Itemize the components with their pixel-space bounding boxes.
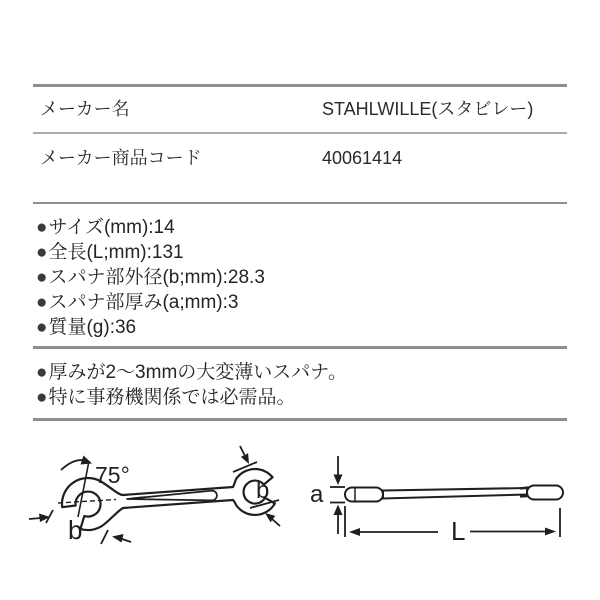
bullet-icon: ● bbox=[36, 387, 48, 408]
spec-item-weight bbox=[36, 315, 265, 340]
dimension-tick bbox=[101, 530, 108, 544]
spec-item-text: スパナ部外径(b;mm):28.3 bbox=[48, 267, 265, 288]
spec-item-text: スパナ部厚み(a;mm):3 bbox=[48, 292, 239, 313]
dimension-arrowhead-icon bbox=[112, 534, 124, 543]
spec-item-text: 全長(L;mm):131 bbox=[48, 242, 184, 263]
dimension-arrowhead-icon bbox=[334, 475, 343, 486]
feature-item-thin bbox=[36, 360, 347, 385]
rule-table-bottom bbox=[33, 202, 567, 204]
rule-top bbox=[33, 84, 567, 87]
maker-code-label: メーカー商品コード bbox=[40, 148, 202, 168]
spec-item-text: 質量(g):36 bbox=[48, 317, 137, 338]
feature-item-text: 特に事務機関係では必需品。 bbox=[48, 387, 296, 408]
spec-item-text: サイズ(mm):14 bbox=[48, 217, 175, 238]
spec-item-size bbox=[36, 215, 265, 240]
bullet-icon: ● bbox=[36, 317, 48, 338]
wrench-head-right-side bbox=[527, 486, 563, 500]
spec-item-length bbox=[36, 240, 265, 265]
bullet-icon: ● bbox=[36, 362, 48, 383]
dimension-arrowhead-icon bbox=[39, 514, 50, 523]
feature-item-text: 厚みが2～3mmの大変薄いスパナ。 bbox=[48, 362, 347, 383]
bullet-icon: ● bbox=[36, 217, 48, 238]
bullet-icon: ● bbox=[36, 242, 48, 263]
rule-features-bottom bbox=[33, 418, 567, 421]
spec-item-jaw-thickness bbox=[36, 290, 265, 315]
length-label: L bbox=[451, 516, 466, 546]
dimension-arrowhead-icon bbox=[241, 453, 249, 464]
wrench-front-view-diagram bbox=[28, 438, 308, 563]
dimension-line bbox=[272, 519, 280, 526]
dimension-line bbox=[122, 539, 131, 542]
maker-code-value: 40061414 bbox=[322, 148, 403, 168]
wrench-head-left-side bbox=[345, 488, 383, 502]
angle-label: 75° bbox=[95, 462, 130, 488]
wrench-side-view-diagram bbox=[298, 438, 573, 563]
bullet-icon: ● bbox=[36, 292, 48, 313]
feature-item-office bbox=[36, 385, 347, 410]
thickness-label: a bbox=[310, 481, 324, 508]
maker-name-label: メーカー名 bbox=[40, 99, 130, 119]
jaw-label-right: b bbox=[256, 477, 270, 504]
rule-table-divider bbox=[33, 132, 567, 134]
jaw-label-left: b bbox=[68, 515, 83, 545]
head-junction-mark bbox=[520, 487, 529, 488]
dimension-arrowhead-icon bbox=[334, 505, 343, 516]
spec-item-jaw-od bbox=[36, 265, 265, 290]
dimension-arrowhead-icon bbox=[545, 528, 556, 536]
wrench-shaft-side bbox=[383, 488, 527, 499]
bullet-icon: ● bbox=[36, 267, 48, 288]
dimension-line bbox=[240, 446, 245, 455]
rule-specs-bottom bbox=[33, 346, 567, 349]
feature-list bbox=[36, 360, 347, 410]
dimension-line bbox=[29, 518, 41, 519]
angle-arc-arrow bbox=[61, 460, 85, 470]
angle-arrowhead-icon bbox=[81, 456, 93, 465]
spec-list bbox=[36, 215, 265, 340]
maker-name-value: STAHLWILLE(スタビレー) bbox=[322, 99, 534, 119]
